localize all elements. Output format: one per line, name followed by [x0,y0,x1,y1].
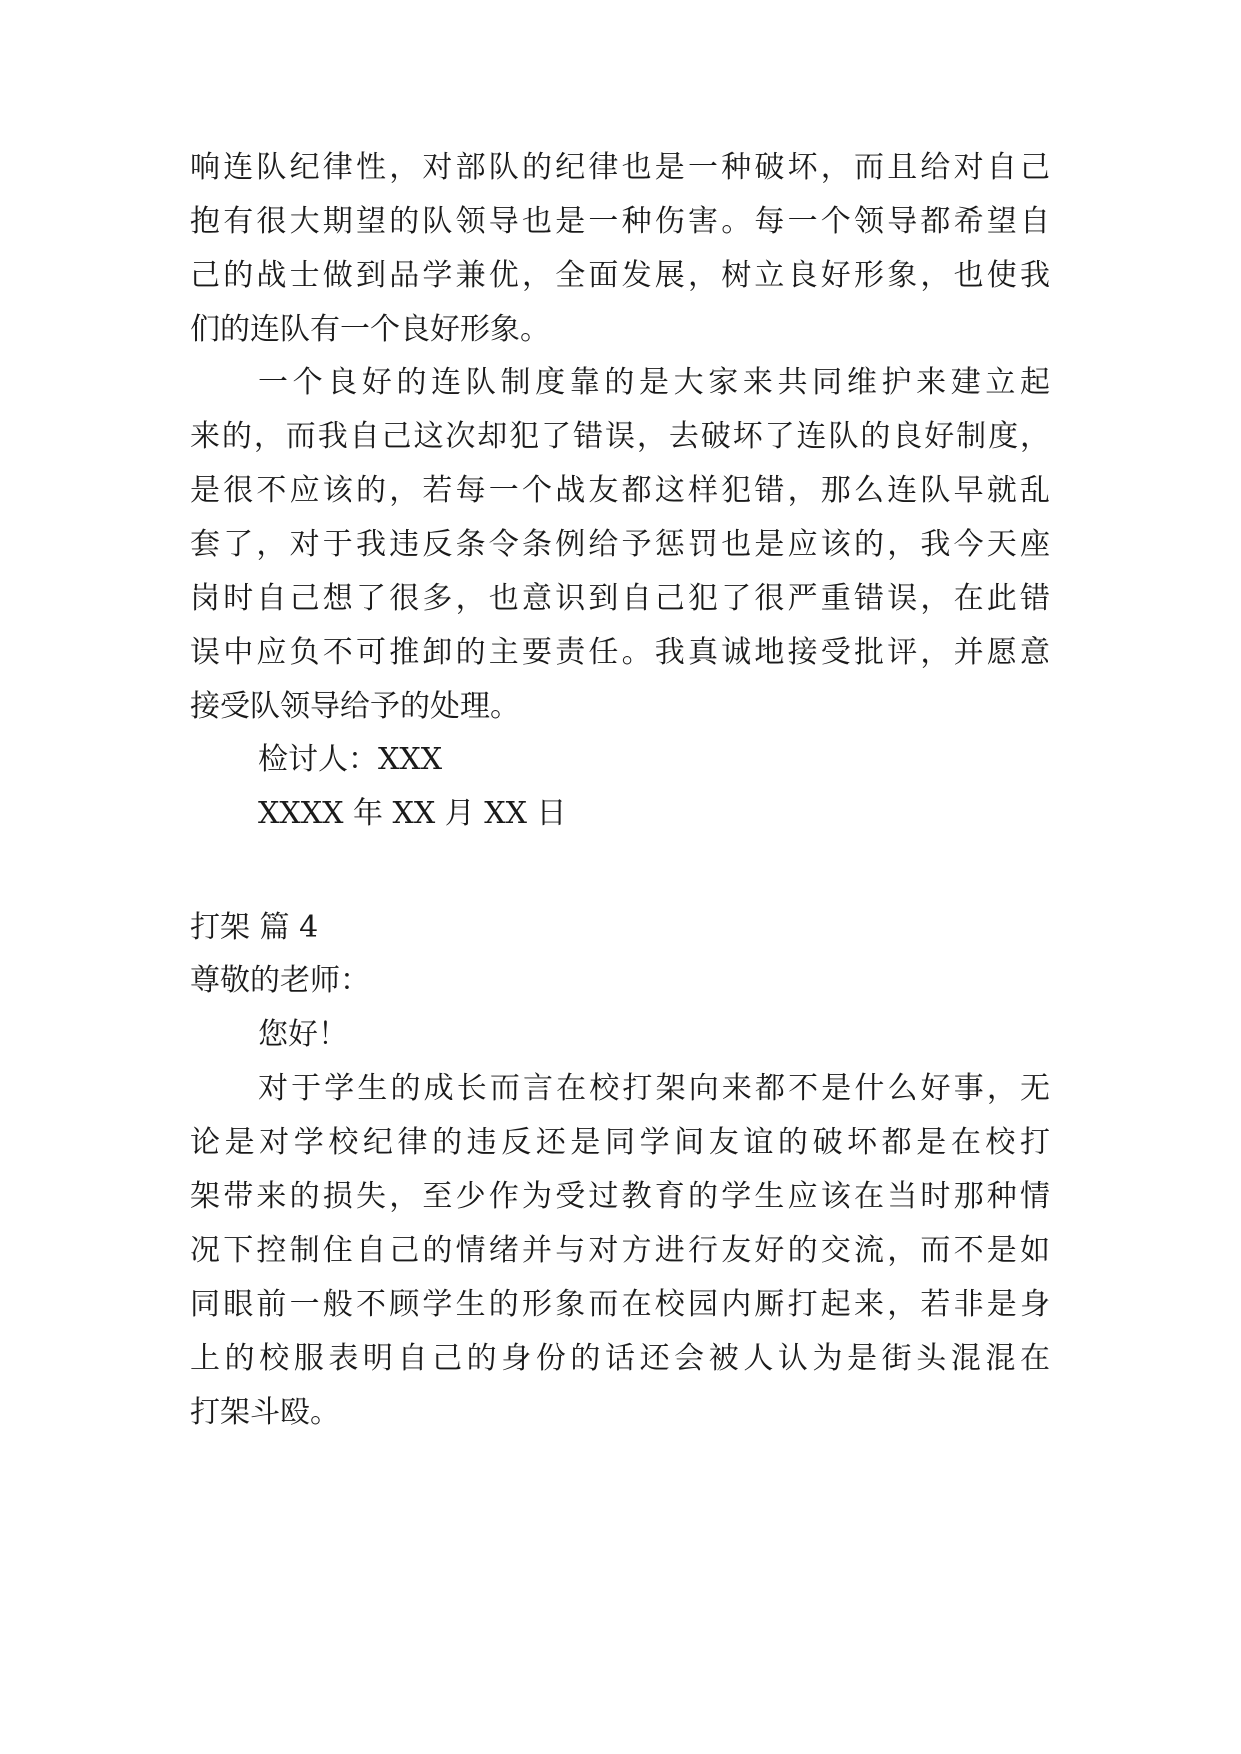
para3-line-5: 同眼前一般不顾学生的形象而在校园内厮打起来，若非是身 [190,1287,1050,1322]
para3-line-3: 架带来的损失，至少作为受过教育的学生应该在当时那种情 [190,1179,1050,1214]
para2-line-3: 是很不应该的，若每一个战友都这样犯错，那么连队早就乱 [190,473,1050,508]
para3-line-4: 况下控制住自己的情绪并与对方进行友好的交流，而不是如 [190,1233,1050,1268]
para1-line-3: 己的战士做到品学兼优，全面发展，树立良好形象，也使我 [190,258,1050,293]
salutation: 尊敬的老师： [190,963,370,998]
para3-line-2: 论是对学校纪律的违反还是同学间友谊的破坏都是在校打 [190,1125,1050,1160]
para1-line-1: 响连队纪律性，对部队的纪律也是一种破坏，而且给对自己 [190,150,1050,185]
para3-line-6: 上的校服表明自己的身份的话还会被人认为是街头混混在 [190,1341,1050,1376]
para2-line-5: 岗时自己想了很多，也意识到自己犯了很严重错误，在此错 [190,581,1050,616]
date: XXXX 年 XX 月 XX 日 [258,796,567,831]
para2-line-1: 一个良好的连队制度靠的是大家来共同维护来建立起 [258,365,1050,400]
para1-line-2: 抱有很大期望的队领导也是一种伤害。每一个领导都希望自 [190,204,1050,239]
para2-line-6: 误中应负不可推卸的主要责任。我真诚地接受批评，并愿意 [190,635,1050,670]
para2-line-7: 接受队领导给予的处理。 [190,689,520,724]
para1-line-4: 们的连队有一个良好形象。 [190,312,550,347]
para2-line-4: 套了，对于我违反条令条例给予惩罚也是应该的，我今天座 [190,527,1050,562]
greeting: 您好！ [258,1017,348,1052]
signature: 检讨人：XXX [258,742,443,777]
para3-line-1: 对于学生的成长而言在校打架向来都不是什么好事，无 [258,1071,1050,1106]
section-title: 打架 篇 4 [190,910,319,945]
para2-line-2: 来的，而我自己这次却犯了错误，去破坏了连队的良好制度， [190,419,1050,454]
para3-line-7: 打架斗殴。 [190,1395,340,1430]
